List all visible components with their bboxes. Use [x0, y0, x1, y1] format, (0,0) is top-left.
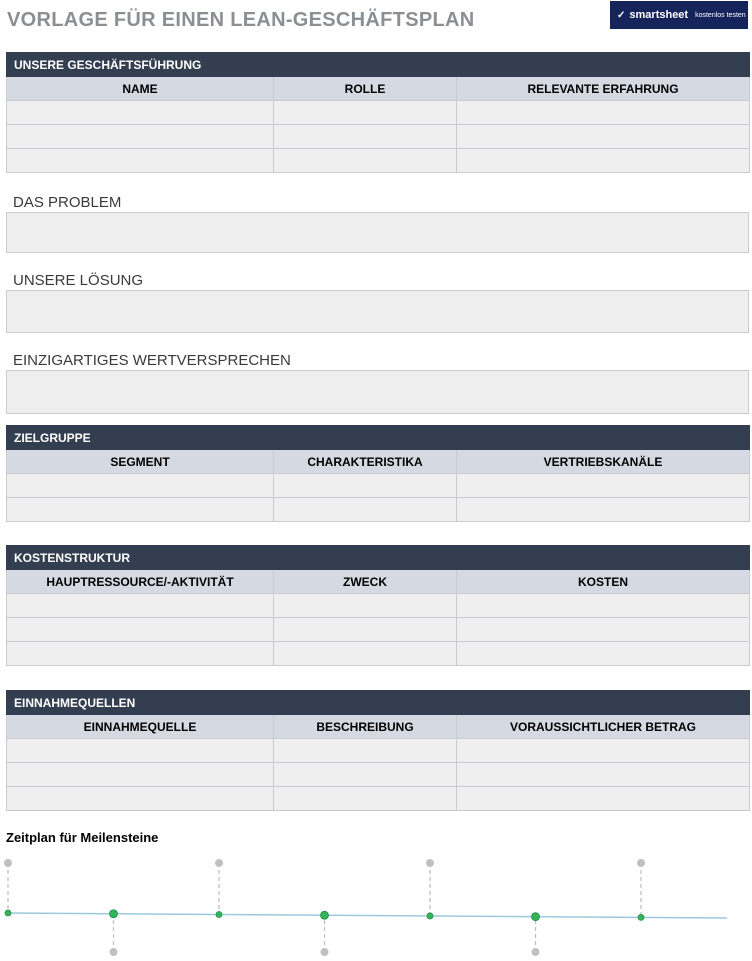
check-icon: ✓ — [617, 9, 626, 21]
table-cell[interactable] — [274, 125, 457, 149]
value-prop-field[interactable] — [6, 370, 749, 414]
table-cell[interactable] — [7, 642, 274, 666]
column-header: EINNAHMEQUELLE — [7, 715, 274, 739]
management-table — [6, 52, 750, 173]
table-row — [7, 787, 750, 811]
table-cell[interactable] — [457, 474, 750, 498]
milestone-endpoint — [110, 948, 118, 956]
milestone-dot[interactable] — [5, 910, 11, 916]
solution-field[interactable] — [6, 290, 749, 333]
milestone-dot[interactable] — [532, 913, 540, 921]
table-cell[interactable] — [457, 763, 750, 787]
milestone-endpoint — [637, 859, 645, 867]
table-cell[interactable] — [7, 149, 274, 173]
brand-name: smartsheet — [629, 9, 689, 21]
table-cell[interactable] — [7, 594, 274, 618]
table-cell[interactable] — [457, 498, 750, 522]
table-cell[interactable] — [274, 498, 457, 522]
milestones-title: Zeitplan für Meilensteine — [6, 830, 159, 845]
column-header: HAUPTRESSOURCE/-AKTIVITÄT — [7, 570, 274, 594]
milestone-endpoint — [426, 859, 434, 867]
problem-field[interactable] — [6, 212, 749, 253]
milestone-dot[interactable] — [110, 910, 118, 918]
milestone-endpoint — [321, 948, 329, 956]
costs-table — [6, 545, 750, 666]
milestone-timeline — [0, 850, 752, 961]
table-cell[interactable] — [457, 642, 750, 666]
table-cell[interactable] — [7, 618, 274, 642]
table-cell[interactable] — [274, 149, 457, 173]
column-header: SEGMENT — [7, 450, 274, 474]
table-row — [7, 149, 750, 173]
table-cell[interactable] — [274, 739, 457, 763]
solution-label: UNSERE LÖSUNG — [13, 272, 144, 289]
column-header: KOSTEN — [457, 570, 750, 594]
table-row — [7, 739, 750, 763]
column-header: CHARAKTERISTIKA — [274, 450, 457, 474]
table-cell[interactable] — [274, 763, 457, 787]
table-cell[interactable] — [457, 787, 750, 811]
section-header-costs: KOSTENSTRUKTUR — [7, 546, 750, 570]
trial-link[interactable]: kostenlos testen — [695, 11, 746, 19]
table-cell[interactable] — [274, 787, 457, 811]
table-row — [7, 642, 750, 666]
table-row — [7, 125, 750, 149]
milestone-endpoint — [4, 859, 12, 867]
table-row — [7, 101, 750, 125]
section-header-revenue: EINNAHMEQUELLEN — [7, 691, 750, 715]
table-cell[interactable] — [274, 618, 457, 642]
table-cell[interactable] — [7, 787, 274, 811]
milestone-dot[interactable] — [216, 911, 222, 917]
milestone-dot[interactable] — [321, 911, 329, 919]
target-table — [6, 425, 750, 522]
column-header: BESCHREIBUNG — [274, 715, 457, 739]
table-cell[interactable] — [457, 101, 750, 125]
column-header: ROLLE — [274, 77, 457, 101]
milestone-endpoint — [215, 859, 223, 867]
table-cell[interactable] — [457, 594, 750, 618]
milestone-dot[interactable] — [427, 913, 433, 919]
table-cell[interactable] — [457, 125, 750, 149]
value-prop-label: EINZIGARTIGES WERTVERSPRECHEN — [13, 352, 291, 369]
table-row — [7, 498, 750, 522]
smartsheet-badge[interactable] — [610, 1, 748, 29]
section-header-management: UNSERE GESCHÄFTSFÜHRUNG — [7, 53, 750, 77]
table-cell[interactable] — [7, 763, 274, 787]
table-cell[interactable] — [7, 101, 274, 125]
table-cell[interactable] — [457, 149, 750, 173]
column-header: ZWECK — [274, 570, 457, 594]
column-header: NAME — [7, 77, 274, 101]
table-row — [7, 618, 750, 642]
revenue-table — [6, 690, 750, 811]
table-cell[interactable] — [274, 642, 457, 666]
table-cell[interactable] — [457, 618, 750, 642]
table-cell[interactable] — [7, 739, 274, 763]
table-cell[interactable] — [7, 498, 274, 522]
table-cell[interactable] — [274, 594, 457, 618]
problem-label: DAS PROBLEM — [13, 194, 122, 211]
milestone-dot[interactable] — [638, 914, 644, 920]
table-row — [7, 474, 750, 498]
table-cell[interactable] — [7, 474, 274, 498]
column-header: RELEVANTE ERFAHRUNG — [457, 77, 750, 101]
milestone-endpoint — [532, 948, 540, 956]
column-header: VERTRIEBSKANÄLE — [457, 450, 750, 474]
table-row — [7, 763, 750, 787]
page-title: VORLAGE FÜR EINEN LEAN-GESCHÄFTSPLAN — [7, 9, 475, 31]
table-cell[interactable] — [274, 101, 457, 125]
table-cell[interactable] — [7, 125, 274, 149]
column-header: VORAUSSICHTLICHER BETRAG — [457, 715, 750, 739]
table-row — [7, 594, 750, 618]
section-header-target: ZIELGRUPPE — [7, 426, 750, 450]
table-cell[interactable] — [457, 739, 750, 763]
table-cell[interactable] — [274, 474, 457, 498]
